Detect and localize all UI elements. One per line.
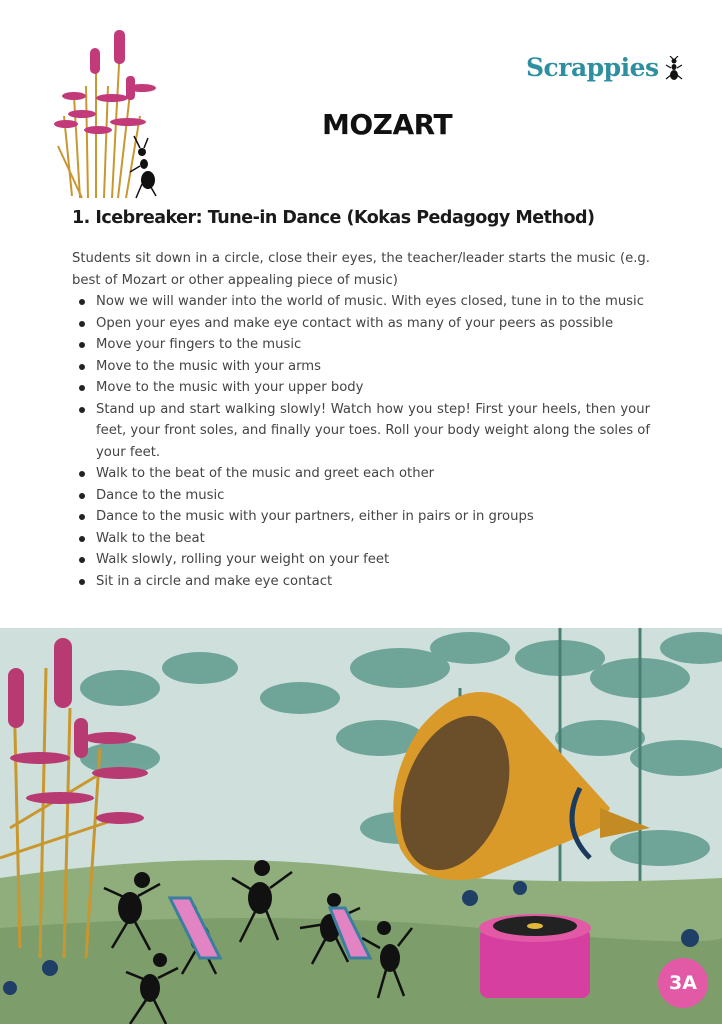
scrappies-logo bbox=[526, 52, 686, 88]
section-heading: 1. Icebreaker: Tune-in Dance (Kokas Pedagogy Method) bbox=[72, 208, 595, 228]
ants-dancing-gramophone-illustration bbox=[0, 628, 722, 1024]
steps-list bbox=[72, 291, 650, 592]
list-item: Stand up and start walking slowly! Watch how you step! First your heels, then your feet, your front soles, and finally your toes. Roll your body weight along the soles of your feet. bbox=[72, 399, 650, 464]
list-item: Walk to the beat bbox=[72, 528, 650, 550]
list-item: Move to the music with your upper body bbox=[72, 377, 650, 399]
list-item: Walk slowly, rolling your weight on your feet bbox=[72, 549, 650, 571]
cattail-plant-ant-illustration bbox=[52, 26, 172, 200]
list-item: Sit in a circle and make eye contact bbox=[72, 571, 650, 593]
list-item: Open your eyes and make eye contact with as many of your peers as possible bbox=[72, 313, 650, 335]
page-number-badge: 3A bbox=[658, 958, 708, 1008]
logo-text: Scrappies bbox=[526, 53, 659, 82]
page-title: MOZART bbox=[322, 108, 453, 141]
list-item: Dance to the music bbox=[72, 485, 650, 507]
list-item: Now we will wander into the world of music. With eyes closed, tune in to the music bbox=[72, 291, 650, 313]
list-item: Dance to the music with your partners, either in pairs or in groups bbox=[72, 506, 650, 528]
list-item: Move your fingers to the music bbox=[72, 334, 650, 356]
list-item: Move to the music with your arms bbox=[72, 356, 650, 378]
ant-logo-icon bbox=[664, 56, 684, 82]
list-item: Walk to the beat of the music and greet each other bbox=[72, 463, 650, 485]
intro-paragraph: Students sit down in a circle, close their eyes, the teacher/leader starts the music (e.g. best of Mozart or other appealing piece of music) bbox=[72, 251, 650, 288]
